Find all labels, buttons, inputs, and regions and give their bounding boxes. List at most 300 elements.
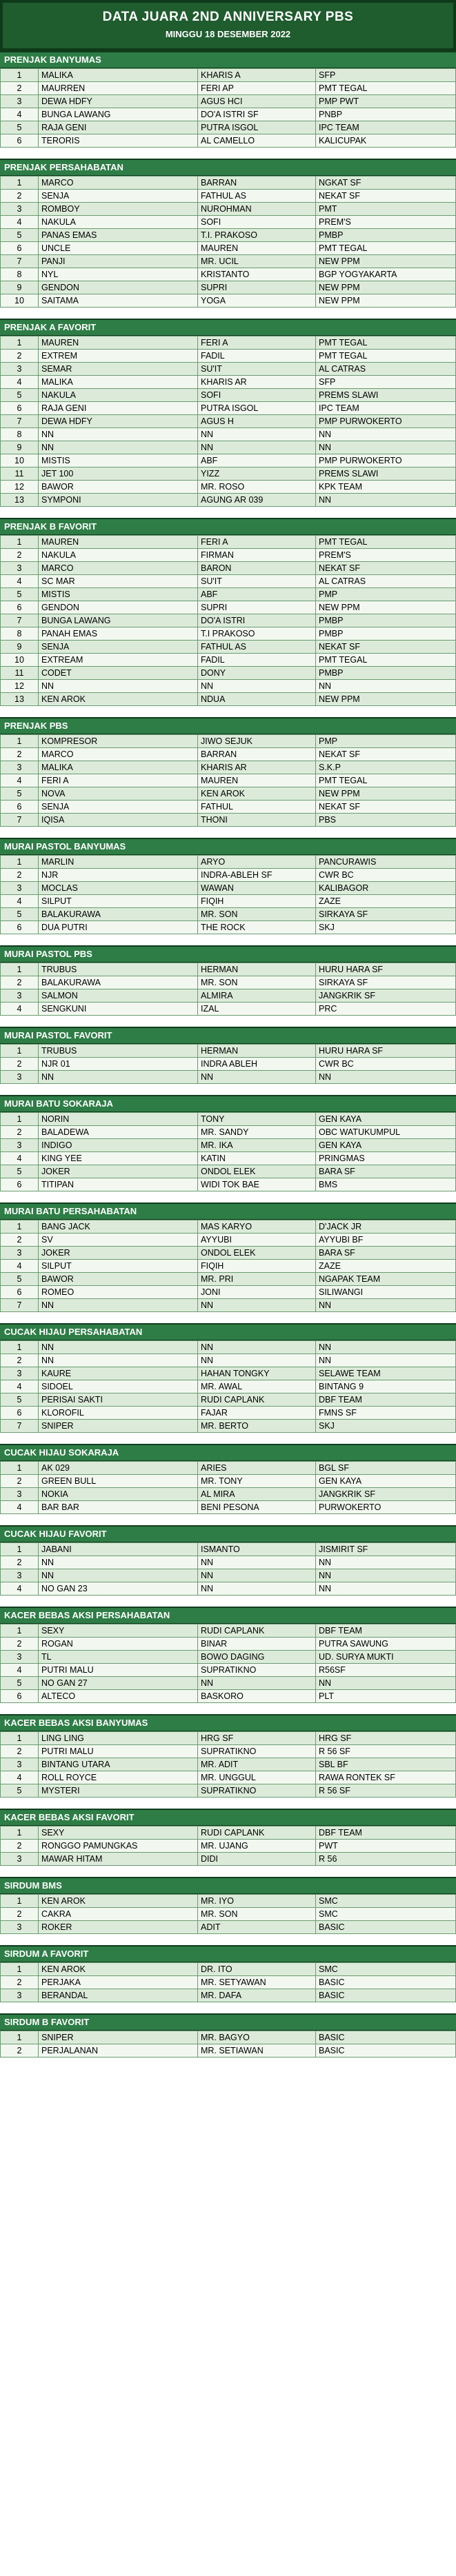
team-cell: PANCURAWIS: [316, 856, 456, 869]
results-table: [0, 1461, 456, 1514]
result-section: [0, 1095, 456, 1191]
rank-cell: 5: [1, 908, 39, 921]
rank-cell: 2: [1, 748, 39, 761]
bird-name-cell: SYMPONI: [39, 494, 198, 507]
section-title: PRENJAK B FAVORIT: [0, 518, 456, 535]
owner-cell: KHARIS A: [198, 69, 316, 82]
bird-name-cell: SALMON: [39, 989, 198, 1003]
rank-cell: 2: [1, 190, 39, 203]
table-row: [1, 562, 456, 575]
bird-name-cell: SENGKUNI: [39, 1003, 198, 1016]
table-row: [1, 1690, 456, 1703]
section-title: CUCAK HIJAU FAVORIT: [0, 1525, 456, 1542]
bird-name-cell: MAUREN: [39, 336, 198, 350]
owner-cell: T.I PRAKOSO: [198, 627, 316, 641]
rank-cell: 1: [1, 1341, 39, 1354]
table-row: [1, 882, 456, 895]
bird-name-cell: NO GAN 23: [39, 1582, 198, 1596]
bird-name-cell: KEN AROK: [39, 1895, 198, 1908]
rank-cell: 2: [1, 1976, 39, 1989]
bird-name-cell: NAKULA: [39, 549, 198, 562]
owner-cell: HRG SF: [198, 1732, 316, 1745]
owner-cell: FADIL: [198, 654, 316, 667]
results-table: [0, 68, 456, 148]
table-row: [1, 1393, 456, 1407]
rank-cell: 1: [1, 1462, 39, 1475]
team-cell: R 56 SF: [316, 1784, 456, 1798]
team-cell: JANGKRIK SF: [316, 1488, 456, 1501]
rank-cell: 4: [1, 376, 39, 389]
rank-cell: 11: [1, 467, 39, 481]
bird-name-cell: BAWOR: [39, 481, 198, 494]
owner-cell: NN: [198, 1341, 316, 1354]
bird-name-cell: NORIN: [39, 1113, 198, 1126]
team-cell: PMT: [316, 203, 456, 216]
owner-cell: NN: [198, 1677, 316, 1690]
table-row: [1, 389, 456, 402]
rank-cell: 11: [1, 667, 39, 680]
owner-cell: MR. BERTO: [198, 1420, 316, 1433]
table-row: [1, 667, 456, 680]
team-cell: NEW PPM: [316, 294, 456, 308]
rank-cell: 6: [1, 134, 39, 148]
owner-cell: MR. SON: [198, 908, 316, 921]
rank-cell: 10: [1, 454, 39, 467]
section-title: MURAI PASTOL FAVORIT: [0, 1027, 456, 1044]
team-cell: SFP: [316, 376, 456, 389]
owner-cell: MR. SETIAWAN: [198, 2044, 316, 2057]
team-cell: NN: [316, 1569, 456, 1582]
rank-cell: 3: [1, 1488, 39, 1501]
team-cell: PLT: [316, 1690, 456, 1703]
bird-name-cell: RAJA GENI: [39, 121, 198, 134]
team-cell: PMT TEGAL: [316, 336, 456, 350]
bird-name-cell: IQISA: [39, 814, 198, 827]
bird-name-cell: TRUBUS: [39, 963, 198, 976]
team-cell: NEW PPM: [316, 281, 456, 294]
owner-cell: DO'A ISTRI SF: [198, 108, 316, 121]
bird-name-cell: TL: [39, 1651, 198, 1664]
owner-cell: FATHUL AS: [198, 190, 316, 203]
bird-name-cell: NN: [39, 1556, 198, 1569]
team-cell: FMNS SF: [316, 1407, 456, 1420]
team-cell: SFP: [316, 69, 456, 82]
team-cell: NEW PPM: [316, 787, 456, 801]
table-row: [1, 1677, 456, 1690]
team-cell: S.K.P: [316, 761, 456, 774]
owner-cell: KHARIS AR: [198, 376, 316, 389]
results-table: [0, 1731, 456, 1798]
rank-cell: 9: [1, 641, 39, 654]
bird-name-cell: SILPUT: [39, 1260, 198, 1273]
table-row: [1, 921, 456, 934]
team-cell: BASIC: [316, 1989, 456, 2002]
team-cell: PRINGMAS: [316, 1152, 456, 1165]
page-subtitle: MINGGU 18 DESEMBER 2022: [165, 29, 291, 39]
team-cell: AL CATRAS: [316, 575, 456, 588]
table-row: [1, 1732, 456, 1745]
owner-cell: NN: [198, 1569, 316, 1582]
section-title: SIRDUM B FAVORIT: [0, 2013, 456, 2031]
owner-cell: NN: [198, 428, 316, 441]
team-cell: NEW PPM: [316, 601, 456, 614]
table-row: [1, 1058, 456, 1071]
owner-cell: SU'IT: [198, 363, 316, 376]
team-cell: HURU HARA SF: [316, 963, 456, 976]
table-row: [1, 1286, 456, 1299]
owner-cell: ISMANTO: [198, 1543, 316, 1556]
table-row: [1, 336, 456, 350]
owner-cell: HERMAN: [198, 963, 316, 976]
owner-cell: THONI: [198, 814, 316, 827]
rank-cell: 3: [1, 1139, 39, 1152]
rank-cell: 8: [1, 268, 39, 281]
table-row: [1, 1367, 456, 1380]
bird-name-cell: BAWOR: [39, 1273, 198, 1286]
bird-name-cell: SV: [39, 1234, 198, 1247]
rank-cell: 9: [1, 281, 39, 294]
rank-cell: 4: [1, 1260, 39, 1273]
table-row: [1, 774, 456, 787]
owner-cell: ABF: [198, 454, 316, 467]
rank-cell: 3: [1, 1569, 39, 1582]
owner-cell: PUTRA ISGOL: [198, 121, 316, 134]
team-cell: PREMS SLAWI: [316, 389, 456, 402]
owner-cell: MAUREN: [198, 242, 316, 255]
rank-cell: 3: [1, 761, 39, 774]
result-section: [0, 838, 456, 934]
bird-name-cell: ROLL ROYCE: [39, 1771, 198, 1784]
bird-name-cell: ALTECO: [39, 1690, 198, 1703]
owner-cell: KHARIS AR: [198, 761, 316, 774]
table-row: [1, 1569, 456, 1582]
rank-cell: 5: [1, 389, 39, 402]
team-cell: BARA SF: [316, 1165, 456, 1178]
result-section: [0, 1714, 456, 1798]
team-cell: SMC: [316, 1895, 456, 1908]
bird-name-cell: NJR 01: [39, 1058, 198, 1071]
team-cell: BASIC: [316, 2031, 456, 2044]
owner-cell: WIDI TOK BAE: [198, 1178, 316, 1191]
team-cell: HRG SF: [316, 1732, 456, 1745]
table-row: [1, 895, 456, 908]
rank-cell: 2: [1, 1638, 39, 1651]
rank-cell: 1: [1, 1045, 39, 1058]
rank-cell: 7: [1, 255, 39, 268]
team-cell: NN: [316, 1071, 456, 1084]
results-table: [0, 336, 456, 507]
bird-name-cell: PANAS EMAS: [39, 229, 198, 242]
table-row: [1, 1380, 456, 1393]
table-row: [1, 1273, 456, 1286]
bird-name-cell: BALAKURAWA: [39, 976, 198, 989]
team-cell: PREM'S: [316, 216, 456, 229]
owner-cell: MAUREN: [198, 774, 316, 787]
bird-name-cell: GENDON: [39, 601, 198, 614]
team-cell: NEKAT SF: [316, 190, 456, 203]
table-row: [1, 134, 456, 148]
bird-name-cell: TRUBUS: [39, 1045, 198, 1058]
bird-name-cell: KOMPRESOR: [39, 735, 198, 748]
team-cell: PMP PURWOKERTO: [316, 454, 456, 467]
owner-cell: KEN AROK: [198, 787, 316, 801]
bird-name-cell: BALADEWA: [39, 1126, 198, 1139]
owner-cell: ALMIRA: [198, 989, 316, 1003]
table-row: [1, 441, 456, 454]
table-row: [1, 654, 456, 667]
owner-cell: HERMAN: [198, 1045, 316, 1058]
result-section: [0, 2013, 456, 2057]
owner-cell: FIQIH: [198, 1260, 316, 1273]
rank-cell: 6: [1, 921, 39, 934]
bird-name-cell: NN: [39, 1299, 198, 1312]
team-cell: SIRKAYA SF: [316, 908, 456, 921]
owner-cell: WAWAN: [198, 882, 316, 895]
section-title: KACER BEBAS AKSI BANYUMAS: [0, 1714, 456, 1731]
bird-name-cell: JOKER: [39, 1165, 198, 1178]
bird-name-cell: PERJALANAN: [39, 2044, 198, 2057]
table-row: [1, 1071, 456, 1084]
table-row: [1, 1895, 456, 1908]
table-row: [1, 801, 456, 814]
table-row: [1, 203, 456, 216]
results-table: [0, 734, 456, 827]
table-row: [1, 1963, 456, 1976]
table-row: [1, 402, 456, 415]
bird-name-cell: SIDOEL: [39, 1380, 198, 1393]
owner-cell: MR. AWAL: [198, 1380, 316, 1393]
table-row: [1, 1771, 456, 1784]
team-cell: NN: [316, 441, 456, 454]
result-section: [0, 1945, 456, 2002]
table-row: [1, 1488, 456, 1501]
section-title: SIRDUM A FAVORIT: [0, 1945, 456, 1962]
bird-name-cell: NN: [39, 428, 198, 441]
team-cell: PMT TEGAL: [316, 536, 456, 549]
result-section: [0, 1877, 456, 1934]
rank-cell: 10: [1, 294, 39, 308]
table-row: [1, 1921, 456, 1934]
team-cell: NEW PPM: [316, 693, 456, 706]
team-cell: HURU HARA SF: [316, 1045, 456, 1058]
table-row: [1, 1220, 456, 1234]
result-section: [0, 159, 456, 308]
team-cell: SMC: [316, 1908, 456, 1921]
rank-cell: 4: [1, 1003, 39, 1016]
table-row: [1, 963, 456, 976]
rank-cell: 5: [1, 588, 39, 601]
table-row: [1, 627, 456, 641]
team-cell: GEN KAYA: [316, 1139, 456, 1152]
result-section: [0, 1203, 456, 1312]
owner-cell: AGUS HCI: [198, 95, 316, 108]
owner-cell: SOFI: [198, 216, 316, 229]
result-section: [0, 319, 456, 507]
table-row: [1, 294, 456, 308]
bird-name-cell: MALIKA: [39, 761, 198, 774]
bird-name-cell: KAURE: [39, 1367, 198, 1380]
team-cell: NGAPAK TEAM: [316, 1273, 456, 1286]
bird-name-cell: KLOROFIL: [39, 1407, 198, 1420]
rank-cell: 3: [1, 1989, 39, 2002]
team-cell: OBC WATUKUMPUL: [316, 1126, 456, 1139]
owner-cell: MR. TONY: [198, 1475, 316, 1488]
table-row: [1, 976, 456, 989]
bird-name-cell: NYL: [39, 268, 198, 281]
section-title: PRENJAK BANYUMAS: [0, 51, 456, 68]
owner-cell: BINAR: [198, 1638, 316, 1651]
results-table: [0, 1826, 456, 1866]
team-cell: PMBP: [316, 614, 456, 627]
bird-name-cell: MALIKA: [39, 69, 198, 82]
team-cell: PMBP: [316, 229, 456, 242]
team-cell: BASIC: [316, 2044, 456, 2057]
table-row: [1, 1784, 456, 1798]
bird-name-cell: SAITAMA: [39, 294, 198, 308]
rank-cell: 2: [1, 1745, 39, 1758]
rank-cell: 4: [1, 575, 39, 588]
team-cell: BINTANG 9: [316, 1380, 456, 1393]
rank-cell: 3: [1, 363, 39, 376]
results-table: [0, 1894, 456, 1934]
team-cell: PMP: [316, 735, 456, 748]
team-cell: NN: [316, 494, 456, 507]
team-cell: BASIC: [316, 1921, 456, 1934]
bird-name-cell: MOCLAS: [39, 882, 198, 895]
bird-name-cell: SENJA: [39, 641, 198, 654]
rank-cell: 1: [1, 856, 39, 869]
rank-cell: 1: [1, 1732, 39, 1745]
bird-name-cell: CODET: [39, 667, 198, 680]
team-cell: NGKAT SF: [316, 177, 456, 190]
team-cell: R 56: [316, 1853, 456, 1866]
rank-cell: 2: [1, 1556, 39, 1569]
bird-name-cell: ROMEO: [39, 1286, 198, 1299]
team-cell: PUTRA SAWUNG: [316, 1638, 456, 1651]
bird-name-cell: NN: [39, 680, 198, 693]
owner-cell: TONY: [198, 1113, 316, 1126]
owner-cell: RUDI CAPLANK: [198, 1624, 316, 1638]
team-cell: PBS: [316, 814, 456, 827]
bird-name-cell: NO GAN 27: [39, 1677, 198, 1690]
owner-cell: MR. UJANG: [198, 1840, 316, 1853]
team-cell: SKJ: [316, 1420, 456, 1433]
team-cell: PMT TEGAL: [316, 82, 456, 95]
team-cell: PMBP: [316, 627, 456, 641]
section-title: PRENJAK PBS: [0, 717, 456, 734]
rank-cell: 2: [1, 869, 39, 882]
results-table: [0, 963, 456, 1016]
team-cell: UD. SURYA MUKTI: [316, 1651, 456, 1664]
table-row: [1, 95, 456, 108]
owner-cell: MR. BAGYO: [198, 2031, 316, 2044]
owner-cell: YOGA: [198, 294, 316, 308]
rank-cell: 4: [1, 1664, 39, 1677]
results-table: [0, 1962, 456, 2002]
bird-name-cell: RAJA GENI: [39, 402, 198, 415]
bird-name-cell: ROKER: [39, 1921, 198, 1934]
results-table: [0, 176, 456, 308]
rank-cell: 6: [1, 242, 39, 255]
bird-name-cell: BAR BAR: [39, 1501, 198, 1514]
table-row: [1, 177, 456, 190]
table-row: [1, 1126, 456, 1139]
bird-name-cell: NAKULA: [39, 389, 198, 402]
rank-cell: 1: [1, 336, 39, 350]
table-row: [1, 2044, 456, 2057]
owner-cell: FERI A: [198, 536, 316, 549]
bird-name-cell: TITIPAN: [39, 1178, 198, 1191]
table-row: [1, 1651, 456, 1664]
table-row: [1, 1827, 456, 1840]
rank-cell: 1: [1, 735, 39, 748]
owner-cell: RUDI CAPLANK: [198, 1393, 316, 1407]
owner-cell: SUPRI: [198, 601, 316, 614]
result-section: [0, 717, 456, 827]
table-row: [1, 242, 456, 255]
table-row: [1, 588, 456, 601]
rank-cell: 1: [1, 1113, 39, 1126]
rank-cell: 2: [1, 1126, 39, 1139]
table-row: [1, 908, 456, 921]
rank-cell: 4: [1, 1152, 39, 1165]
table-row: [1, 363, 456, 376]
team-cell: PMT TEGAL: [316, 654, 456, 667]
rank-cell: 5: [1, 229, 39, 242]
table-row: [1, 415, 456, 428]
rank-cell: 4: [1, 1380, 39, 1393]
bird-name-cell: MISTIS: [39, 454, 198, 467]
rank-cell: 1: [1, 177, 39, 190]
bird-name-cell: NN: [39, 1071, 198, 1084]
table-row: [1, 216, 456, 229]
page-title: DATA JUARA 2ND ANNIVERSARY PBS: [102, 10, 354, 24]
bird-name-cell: JET 100: [39, 467, 198, 481]
bird-name-cell: FERI A: [39, 774, 198, 787]
table-row: [1, 1113, 456, 1126]
table-row: [1, 1853, 456, 1866]
rank-cell: 6: [1, 402, 39, 415]
table-row: [1, 735, 456, 748]
table-row: [1, 481, 456, 494]
bird-name-cell: ROMBOY: [39, 203, 198, 216]
owner-cell: DR. ITO: [198, 1963, 316, 1976]
owner-cell: DIDI: [198, 1853, 316, 1866]
owner-cell: MR. DAFA: [198, 1989, 316, 2002]
team-cell: ZAZE: [316, 895, 456, 908]
owner-cell: AGUNG AR 039: [198, 494, 316, 507]
rank-cell: 5: [1, 121, 39, 134]
table-row: [1, 641, 456, 654]
rank-cell: 3: [1, 562, 39, 575]
owner-cell: MR. IYO: [198, 1895, 316, 1908]
table-row: [1, 229, 456, 242]
rank-cell: 5: [1, 1165, 39, 1178]
bird-name-cell: SILPUT: [39, 895, 198, 908]
team-cell: NN: [316, 1582, 456, 1596]
table-row: [1, 787, 456, 801]
table-row: [1, 1624, 456, 1638]
rank-cell: 3: [1, 203, 39, 216]
rank-cell: 8: [1, 627, 39, 641]
team-cell: NEKAT SF: [316, 801, 456, 814]
table-row: [1, 1299, 456, 1312]
team-cell: BMS: [316, 1178, 456, 1191]
bird-name-cell: RONGGO PAMUNGKAS: [39, 1840, 198, 1853]
owner-cell: NN: [198, 1354, 316, 1367]
section-title: PRENJAK PERSAHABATAN: [0, 159, 456, 176]
rank-cell: 1: [1, 1963, 39, 1976]
